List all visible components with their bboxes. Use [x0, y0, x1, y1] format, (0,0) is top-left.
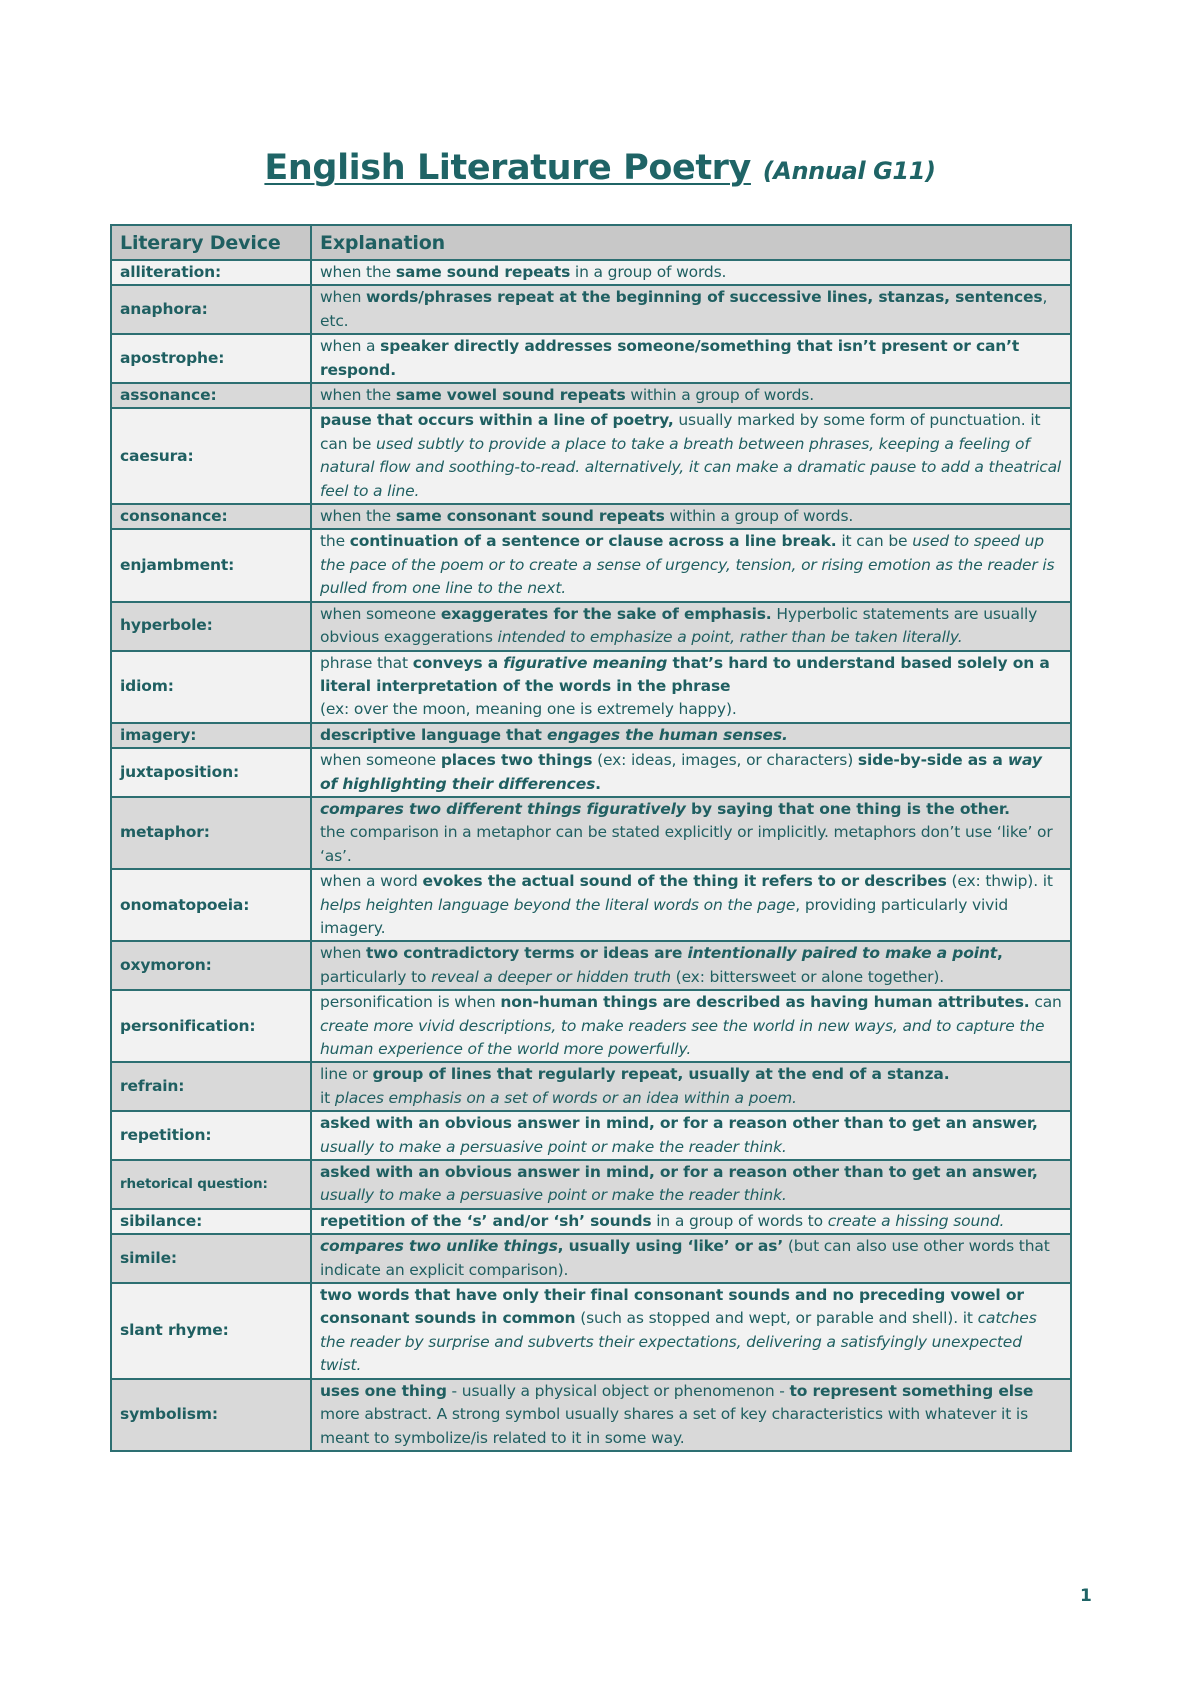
device-explanation: when a speaker directly addresses someone/something that isn’t present or can’t respond.	[311, 334, 1071, 383]
device-term: rhetorical question:	[111, 1160, 311, 1209]
device-explanation: compares two unlike things, usually using ‘like’ or as’ (but can also use other words that indicate an explicit comparison).	[311, 1234, 1071, 1283]
device-explanation: descriptive language that engages the human senses.	[311, 723, 1071, 748]
page-number: 1	[1080, 1586, 1092, 1606]
device-explanation: repetition of the ‘s’ and/or ‘sh’ sounds in a group of words to create a hissing sound.	[311, 1209, 1071, 1234]
device-term: assonance:	[111, 383, 311, 408]
title-subtitle: (Annual G11)	[762, 157, 936, 185]
device-explanation: uses one thing - usually a physical object or phenomenon - to represent something else more abstract. A strong symbol usually shares a set of key characteristics with whatever it is meant to symbolize/is related to it in some way.	[311, 1379, 1071, 1451]
table-body	[111, 260, 1071, 1451]
device-explanation: when the same consonant sound repeats within a group of words.	[311, 504, 1071, 529]
table-row	[111, 990, 1071, 1062]
device-term: symbolism:	[111, 1379, 311, 1451]
device-explanation: when a word evokes the actual sound of the thing it refers to or describes (ex: thwip). it helps heighten language beyond the literal words on the page, providing particularly vivid imagery.	[311, 869, 1071, 941]
device-explanation: pause that occurs within a line of poetry, usually marked by some form of punctuation. it can be used subtly to provide a place to take a breath between phrases, keeping a feeling of natural flow and soothing-to-read. alternatively, it can make a dramatic pause to add a theatrical feel to a line.	[311, 408, 1071, 504]
device-explanation: compares two different things figuratively by saying that one thing is the other. the comparison in a metaphor can be stated explicitly or implicitly. metaphors don’t use ‘like’ or ‘as’.	[311, 797, 1071, 869]
device-term: repetition:	[111, 1111, 311, 1160]
table-row	[111, 408, 1071, 504]
device-term: metaphor:	[111, 797, 311, 869]
device-explanation: when the same vowel sound repeats within a group of words.	[311, 383, 1071, 408]
device-explanation: asked with an obvious answer in mind, or for a reason other than to get an answer, usually to make a persuasive point or make the reader think.	[311, 1111, 1071, 1160]
table-row	[111, 1111, 1071, 1160]
table-row	[111, 383, 1071, 408]
device-explanation: when someone places two things (ex: ideas, images, or characters) side-by-side as a way of highlighting their differences.	[311, 748, 1071, 797]
table-row	[111, 334, 1071, 383]
table-row	[111, 869, 1071, 941]
table-row	[111, 797, 1071, 869]
device-term: idiom:	[111, 651, 311, 723]
device-term: consonance:	[111, 504, 311, 529]
device-term: apostrophe:	[111, 334, 311, 383]
device-term: sibilance:	[111, 1209, 311, 1234]
device-explanation: asked with an obvious answer in mind, or for a reason other than to get an answer, usually to make a persuasive point or make the reader think.	[311, 1160, 1071, 1209]
device-term: caesura:	[111, 408, 311, 504]
table-row	[111, 285, 1071, 334]
table-row	[111, 748, 1071, 797]
device-explanation: when two contradictory terms or ideas are intentionally paired to make a point, particularly to reveal a deeper or hidden truth (ex: bittersweet or alone together).	[311, 941, 1071, 990]
device-term: juxtaposition:	[111, 748, 311, 797]
table-row	[111, 529, 1071, 601]
device-term: oxymoron:	[111, 941, 311, 990]
table-row	[111, 1234, 1071, 1283]
table-row	[111, 1160, 1071, 1209]
table-row	[111, 941, 1071, 990]
device-term: refrain:	[111, 1062, 311, 1111]
table-row	[111, 723, 1071, 748]
device-explanation: when someone exaggerates for the sake of emphasis. Hyperbolic statements are usually obvious exaggerations intended to emphasize a point, rather than be taken literally.	[311, 602, 1071, 651]
device-term: simile:	[111, 1234, 311, 1283]
literary-devices-table	[110, 224, 1072, 1452]
device-term: alliteration:	[111, 260, 311, 285]
device-term: enjambment:	[111, 529, 311, 601]
device-explanation: personification is when non-human things are described as having human attributes. can create more vivid descriptions, to make readers see the world in new ways, and to capture the human experience of the world more powerfully.	[311, 990, 1071, 1062]
table-row	[111, 1209, 1071, 1234]
device-explanation: the continuation of a sentence or clause across a line break. it can be used to speed up the pace of the poem or to create a sense of urgency, tension, or rising emotion as the reader is pulled from one line to the next.	[311, 529, 1071, 601]
table-row	[111, 260, 1071, 285]
table-row	[111, 1062, 1071, 1111]
page-title	[0, 148, 1200, 188]
device-term: personification:	[111, 990, 311, 1062]
device-explanation: two words that have only their final consonant sounds and no preceding vowel or consonant sounds in common (such as stopped and wept, or parable and shell). it catches the reader by surprise and subverts their expectations, delivering a satisfyingly unexpected twist.	[311, 1283, 1071, 1379]
device-explanation: line or group of lines that regularly repeat, usually at the end of a stanza. it places emphasis on a set of words or an idea within a poem.	[311, 1062, 1071, 1111]
device-term: anaphora:	[111, 285, 311, 334]
device-explanation: when words/phrases repeat at the beginning of successive lines, stanzas, sentences, etc.	[311, 285, 1071, 334]
table-row	[111, 1283, 1071, 1379]
column-header-explanation: Explanation	[311, 225, 1071, 260]
column-header-device: Literary Device	[111, 225, 311, 260]
device-term: slant rhyme:	[111, 1283, 311, 1379]
device-explanation: phrase that conveys a figurative meaning that’s hard to understand based solely on a literal interpretation of the words in the phrase (ex: over the moon, meaning one is extremely happy).	[311, 651, 1071, 723]
device-term: hyperbole:	[111, 602, 311, 651]
device-explanation: when the same sound repeats in a group of words.	[311, 260, 1071, 285]
table-row	[111, 602, 1071, 651]
device-term: onomatopoeia:	[111, 869, 311, 941]
device-term: imagery:	[111, 723, 311, 748]
table-row	[111, 651, 1071, 723]
table-row	[111, 504, 1071, 529]
table-row	[111, 1379, 1071, 1451]
title-main: English Literature Poetry	[264, 148, 751, 188]
